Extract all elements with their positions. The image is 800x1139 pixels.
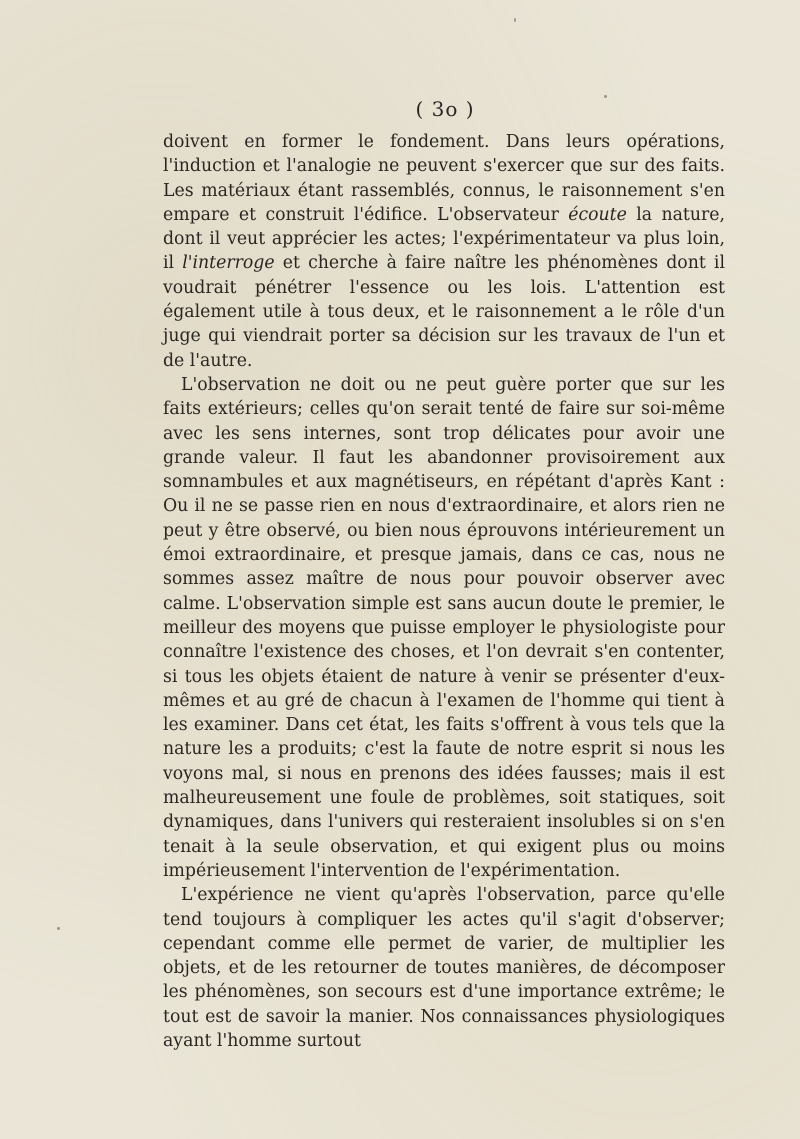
page-number: ( 3o ) <box>415 97 475 121</box>
paragraph-1 <box>163 130 725 373</box>
italic-word-ecoute: écoute <box>568 204 627 225</box>
paper-speck <box>514 18 516 22</box>
paragraph-1-text-c: et cherche à faire naître les phénomènes dont il voudrait pénétrer l'essence ou les lois. L'attention est également utile à tous deux, et le raisonnement a le rôle d'un juge qui viendrait porter sa décision sur les travaux de l'un et de l'autre. <box>163 253 725 371</box>
italic-word-interroge: l'interroge <box>182 253 275 274</box>
paragraph-2-text: L'observation ne doit ou ne peut guère porter que sur les faits extérieurs; celles qu'on serait tenté de faire sur soi-même avec les sens internes, sont trop délicates pour avoir une grande valeur. Il faut les abandonner provisoirement aux somnambules et aux magnétiseurs, en répétant d'après Kant : Ou il ne se passe rien en nous d'extraordinaire, et alors rien ne peut y être observé, ou bien nous éprouvons intérieurement un émoi extraordinaire, et presque jamais, dans ce cas, nous ne sommes assez maître de nous pour pouvoir observer avec calme. L'observation simple est sans aucun doute le premier, le meilleur des moyens que puisse employer le physiologiste pour connaître l'existence des choses, et l'on devrait s'en contenter, si tous les objets étaient de nature à venir se présenter d'eux-mêmes et au gré de chacun à l'examen de l'homme qui tient à les examiner. Dans cet état, les faits s'offrent à vous tels que la nature les a produits; c'est la faute de notre esprit si nous les voyons mal, si nous en prenons des idées fausses; mais il est malheureusement une foule de problèmes, soit statiques, soit dynamiques, dans l'univers qui resteraient insolubles si on s'en tenait à la seule observation, et qui exigent plus ou moins impérieusement l'intervention de l'expérimentation. <box>163 374 725 881</box>
body-text <box>163 130 725 1053</box>
paragraph-3 <box>163 883 725 1053</box>
paper-speck <box>604 95 607 98</box>
paragraph-1-text-b: la nature, dont il veut apprécier les actes; l'expérimentateur va plus loin, il <box>163 204 725 274</box>
paper-speck <box>57 927 60 930</box>
paragraph-2 <box>163 373 725 883</box>
paragraph-3-text: L'expérience ne vient qu'après l'observation, parce qu'elle tend toujours à compliquer les actes qu'il s'agit d'observer; cependant comme elle permet de varier, de multiplier les objets, et de les retourner de toutes manières, de décomposer les phénomènes, son secours est d'une importance extrême; le tout est de savoir la manier. Nos connaissances physiologiques ayant l'homme surtout <box>163 885 725 1051</box>
paragraph-1-text-a: doivent en former le fondement. Dans leurs opérations, l'induction et l'analogie ne peuvent s'exercer que sur des faits. Les matériaux étant rassemblés, connus, le raisonnement s'en empare et construit l'édifice. L'observateur <box>163 132 725 225</box>
